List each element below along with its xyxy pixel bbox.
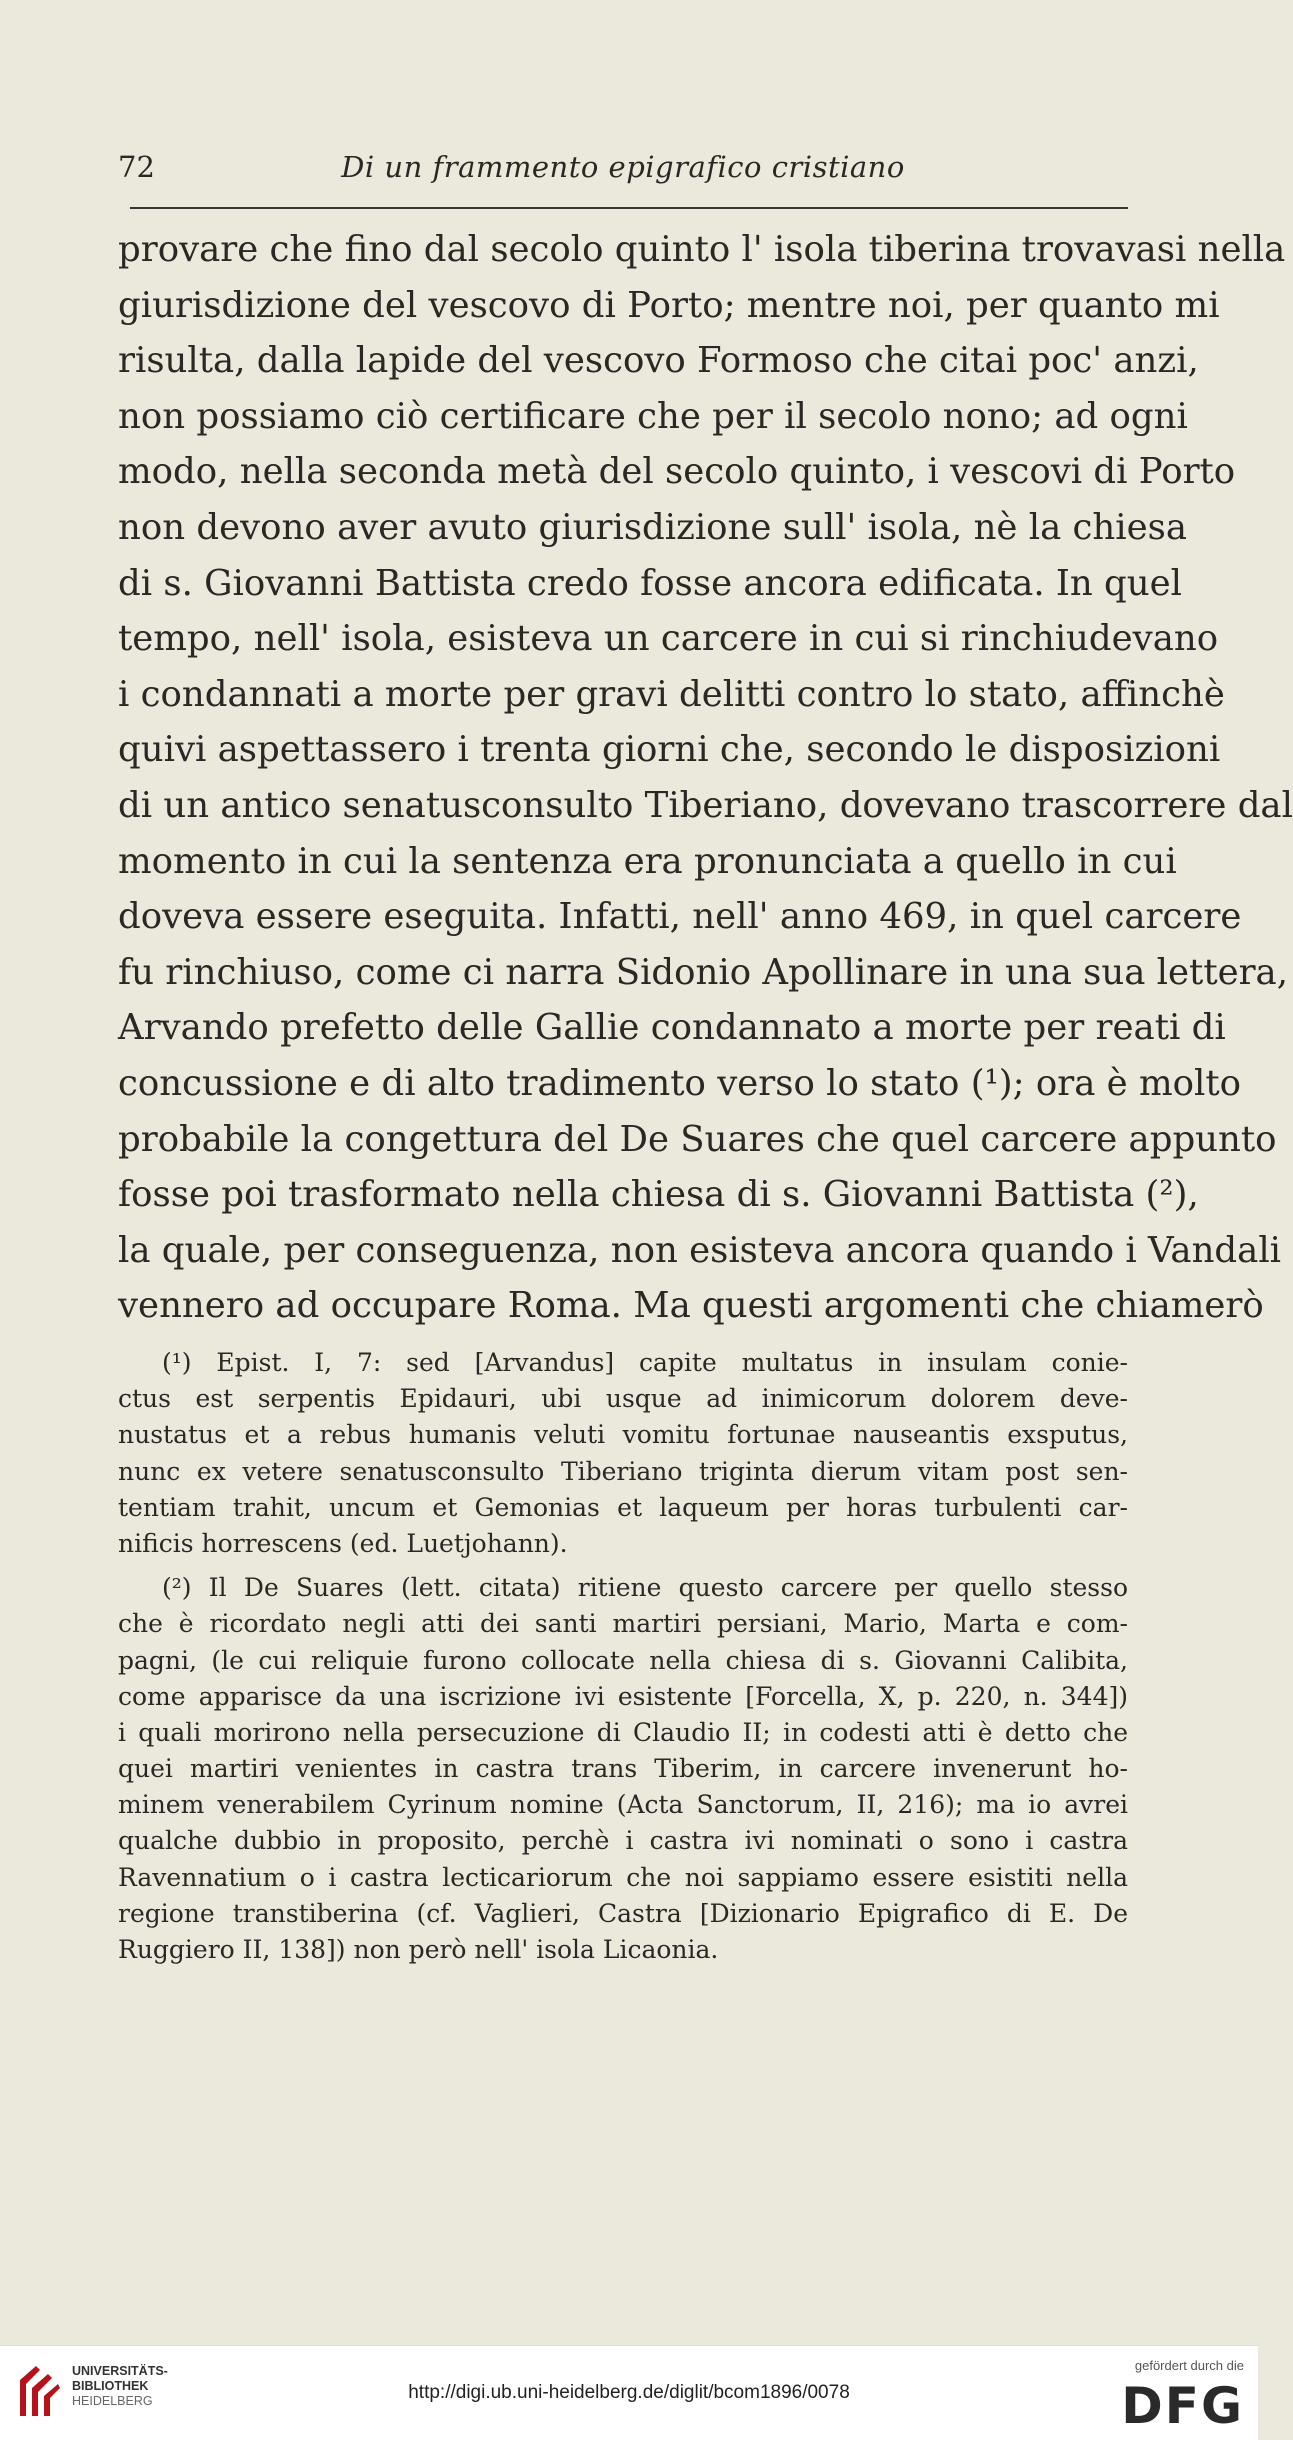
body-line: doveva essere eseguita. Infatti, nell' anno 469, in quel carcere — [118, 896, 1242, 938]
footnote-2-line: pagni, (le cui reliquie furono collocate nella chiesa di s. Giovanni Calibita, — [118, 1645, 1128, 1675]
footnotes — [118, 1345, 1128, 1968]
footnote-1-line: (¹) Epist. I, 7: sed [Arvandus] capite multatus in insulam conie- — [162, 1348, 1128, 1377]
body-text — [118, 222, 1293, 1334]
footnote-2-line: che è ricordato negli atti dei santi martiri persiani, Mario, Marta e com- — [118, 1609, 1128, 1639]
footnote-2-line: come apparisce da una iscrizione ivi esistente [Forcella, X, p. 220, n. 344]) — [118, 1681, 1128, 1711]
body-line: di un antico senatusconsulto Tiberiano, dovevano trascorrere dal — [118, 784, 1293, 826]
page-number: 72 — [118, 150, 155, 184]
footnote-2-line: minem venerabilem Cyrinum nomine (Acta Sanctorum, II, 216); ma io avrei — [118, 1790, 1128, 1820]
body-line: fu rinchiuso, come ci narra Sidonio Apollinare in una sua lettera, — [118, 951, 1289, 993]
header-rule — [130, 207, 1128, 209]
footnote-2-line: i quali morirono nella persecuzione di Claudio II; in codesti atti è detto che — [118, 1717, 1128, 1747]
footnote-1-line: tentiam trahit, uncum et Gemonias et laqueum per horas turbulenti car- — [118, 1492, 1128, 1522]
library-name-line: UNIVERSITÄTS- — [72, 2364, 168, 2378]
body-line: risulta, dalla lapide del vescovo Formoso che citai poc' anzi, — [118, 340, 1199, 382]
body-line: quivi aspettassero i trenta giorni che, secondo le disposizioni — [118, 729, 1221, 771]
body-line: provare che fino dal secolo quinto l' isola tiberina trovavasi nella — [118, 229, 1286, 270]
body-line: fosse poi trasformato nella chiesa di s. Giovanni Battista (²), — [118, 1174, 1199, 1216]
body-line: modo, nella seconda metà del secolo quinto, i vescovi di Porto — [118, 451, 1236, 493]
footnote-1-line: ctus est serpentis Epidauri, ubi usque ad inimicorum dolorem deve- — [118, 1384, 1128, 1414]
body-line: probabile la congettura del De Suares che quel carcere appunto — [118, 1118, 1277, 1160]
footnote-1-line: nunc ex vetere senatusconsulto Tiberiano triginta dierum vitam post sen- — [118, 1456, 1128, 1486]
source-url-link[interactable]: http://digi.ub.uni-heidelberg.de/diglit/bcom1896/0078 — [408, 2382, 850, 2403]
body-line: non devono aver avuto giurisdizione sull' isola, nè la chiesa — [118, 506, 1188, 548]
footnote-2-line: (²) Il De Suares (lett. citata) ritiene questo carcere per quello stesso — [162, 1573, 1128, 1603]
footnote-1-line: nustatus et a rebus humanis veluti vomitu fortunae nauseantis exsputus, — [118, 1420, 1128, 1450]
body-line: i condannati a morte per gravi delitti contro lo stato, affinchè — [118, 673, 1225, 715]
running-title: Di un frammento epigrafico cristiano — [341, 150, 905, 184]
body-line: momento in cui la sentenza era pronunciata a quello in cui — [118, 840, 1177, 882]
footnote-2-line: regione transtiberina (cf. Vaglieri, Castra [Dizionario Epigrafico di E. De — [118, 1898, 1128, 1928]
body-line: tempo, nell' isola, esisteva un carcere in cui si rinchiudevano — [118, 618, 1219, 660]
funding-caption: gefördert durch die — [1134, 2358, 1244, 2373]
footnote-2-line: Ruggiero II, 138]) non però nell' isola Licaonia. — [118, 1935, 719, 1964]
library-name-line: HEIDELBERG — [72, 2394, 153, 2408]
body-line: non possiamo ciò certificare che per il secolo nono; ad ogni — [118, 395, 1188, 437]
body-line: vennero ad occupare Roma. Ma questi argomenti che chiamerò — [118, 1285, 1264, 1327]
body-line: concussione e di alto tradimento verso lo stato (¹); ora è molto — [118, 1062, 1241, 1104]
body-line: giurisdizione del vescovo di Porto; mentre noi, per quanto mi — [118, 284, 1220, 326]
body-line: di s. Giovanni Battista credo fosse ancora edificata. In quel — [118, 562, 1183, 604]
library-name-line: BIBLIOTHEK — [72, 2379, 149, 2393]
body-line: Arvando prefetto delle Gallie condannato a morte per reati di — [118, 1007, 1226, 1049]
dfg-logo-icon[interactable]: DFG — [1121, 2377, 1244, 2435]
footnote-gap — [118, 1562, 1128, 1570]
footnote-2-line: qualche dubbio in proposito, perchè i castra ivi nominati o sono i castra — [118, 1826, 1128, 1856]
page-header — [118, 150, 1128, 196]
footnote-1-line: nificis horrescens (ed. Luetjohann). — [118, 1528, 568, 1558]
body-line: la quale, per conseguenza, non esisteva ancora quando i Vandali — [118, 1229, 1282, 1271]
footnote-2-line: Ravennatium o i castra lecticariorum che noi sappiamo essere esistiti nella — [118, 1862, 1128, 1892]
footnote-2-line: quei martiri venientes in castra trans Tiberim, in carcere invenerunt ho- — [118, 1754, 1128, 1784]
